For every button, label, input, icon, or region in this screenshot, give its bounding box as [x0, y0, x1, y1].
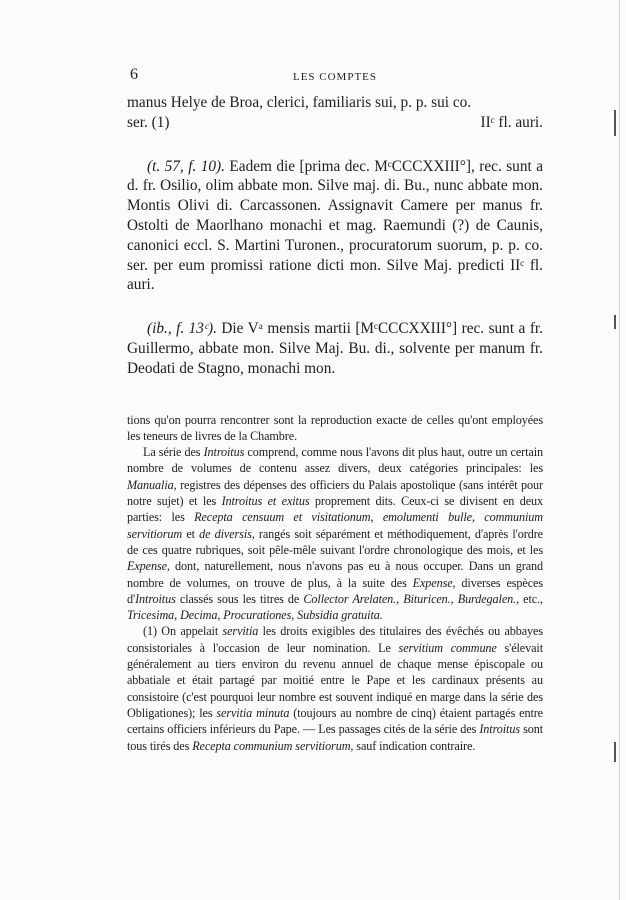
footnote-1 [127, 623, 543, 753]
note-text: classés sous les titres de [175, 591, 304, 606]
note-italic: Introitus [479, 722, 520, 737]
note-italic: servitium commune [398, 640, 497, 655]
note-italic: de diversis, [199, 526, 255, 541]
note-text: rangés soit séparément et méthodiquement, d'après l'ordre de ces quatre rubriques, soit pêle-mêle suivant l'ordre chronologique des mois, et les [127, 526, 543, 557]
paragraph-2 [127, 157, 543, 296]
note-text: registres des dépenses des officiers du Palais apostolique (sans intérêt pour notre sujet) et les [127, 477, 543, 509]
note-italic: Recepta censuum et visitationum, emolumenti bulle, communium servitiorum [127, 510, 543, 541]
page-number: 6 [130, 66, 138, 83]
running-title: LES COMPTES [292, 71, 378, 83]
citation-ref: (t. 57, f. 10). [147, 157, 225, 175]
note-text: sont tous tirés des [127, 722, 543, 753]
note-italic: Manualia, [127, 477, 177, 492]
note-text: tions qu'on pourra rencontrer sont la reproduction exacte de celles qu'ont employées les teneurs de livres de la Chambre. [127, 412, 543, 443]
note-text: (1) On appelait [143, 624, 223, 639]
page [127, 66, 543, 754]
paragraph-1 [127, 93, 543, 113]
note-italic: servitia minuta [216, 705, 290, 720]
note-italic: servitia [222, 624, 259, 639]
page-edge-line [619, 0, 620, 900]
note-series [127, 444, 543, 623]
gap [127, 295, 543, 319]
edge-mark [614, 742, 616, 762]
note-text: les droits exigibles des titulaires des évêchés ou abbayes consistoriales à l'occasion de leur nomination. Le [127, 624, 543, 655]
note-text: comprend, comme nous l'avons dit plus haut, outre un certain nombre de volumes de contenu assez divers, deux catégories principales: les [127, 445, 544, 476]
paragraph-3-body: Die Vᵃ mensis martii [MᶜCCCXXIII°] rec. sunt a fr. Guillermo, abbate mon. Silve Maj. Bu. di., solvente per manum fr. Deodati de Stagno, monachi mon. [127, 320, 543, 377]
note-text: etc., [519, 591, 543, 606]
note-text: diverses espèces d' [127, 575, 543, 606]
edge-mark [614, 110, 616, 136]
edge-mark [614, 315, 616, 329]
paragraph-1-line-1: manus Helye de Broa, clerici, familiaris sui, p. p. sui co. [127, 94, 472, 111]
citation-ref: (ib., f. 13ᶜ). [147, 320, 217, 338]
amount: IIᶜ fl. auri. [480, 113, 543, 131]
note-text: proprement dits. Ceux-ci se divisent en deux parties: les [127, 494, 543, 525]
note-text: et [182, 526, 200, 541]
paragraph-3 [127, 319, 543, 378]
note-italic: Expense, [412, 575, 456, 590]
main-text [127, 93, 543, 379]
notes [127, 412, 543, 754]
paragraph-1-last-line [127, 113, 543, 133]
note-text: La série des [143, 445, 204, 460]
note-text: (toujours au nombre de cinq) étaient partagés entre certains officiers inférieurs du Pape. — Les passages cités de la série des [127, 705, 543, 737]
paragraph-2-body: Eadem die [prima dec. MᶜCCCXXIII°], rec. sunt a d. fr. Osilio, olim abbate mon. Silve maj. di. Bu., nunc abbate mon. Montis Olivi di. Carcassonen. Assignavit Camere per manus fr. Ostolti de Maorlhano monachi et mag. Raemundi (?) de Caunis, canonici eccl. S. Martini Turonen., procuratorum suorum, p. p. co. ser. per eum promissi ratione dicti mon. Silve Maj. predicti IIᶜ fl. auri. [127, 157, 543, 294]
footnote-ref: ser. (1) [127, 113, 170, 131]
gap [127, 133, 543, 157]
note-italic: Introitus [203, 445, 245, 460]
note-italic: Expense, [127, 559, 170, 574]
note-italic: Introitus et exitus [221, 494, 310, 509]
note-italic: Introitus [135, 591, 176, 606]
note-text: s'élevait généralement au tiers environ du revenu annuel de chaque mense épiscopale ou abbatiale et était partagé par moitié entre le Pape et les cardinaux présents au consistoire (c'est pourquoi leur nombre est souvent indiqué en marge dans la série des Obligationes); les [127, 640, 543, 720]
note-italic: Collector Arelaten., Bituricen., Burdegalen., [303, 591, 520, 606]
note-italic: Tricesima, Decima, Procurationes, Subsidia gratuita. [127, 608, 383, 623]
note-continued [127, 412, 543, 445]
note-italic: Recepta communium servitiorum, [192, 738, 354, 753]
note-text: dont, naturellement, nous n'avons pas eu à nous occuper. Dans un grand nombre de volumes, on trouve de plus, à la suite des [127, 559, 543, 590]
running-head [127, 66, 543, 90]
note-text: sauf indication contraire. [353, 738, 476, 753]
